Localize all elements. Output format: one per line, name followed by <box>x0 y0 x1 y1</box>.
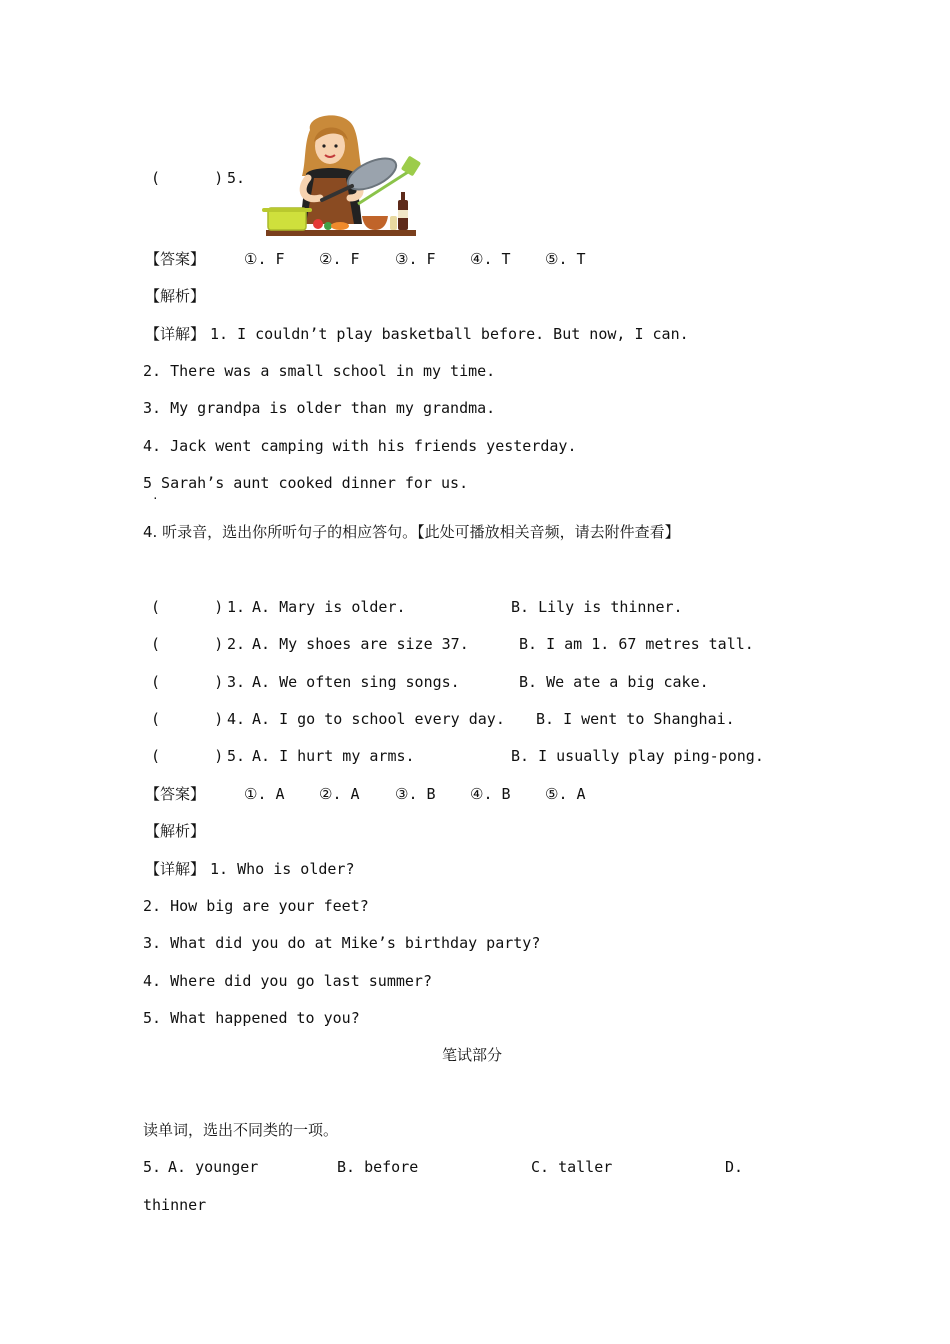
question-number: 1. <box>227 598 246 616</box>
answer-label: 【答案】 <box>145 250 206 268</box>
analysis-label: 【解析】 <box>145 822 206 840</box>
detail-line: 1. I couldn’t play basketball before. But now, I can. <box>210 325 689 343</box>
detail-line: 3. My grandpa is older than my grandma. <box>143 399 496 417</box>
answer-item: ④. B <box>470 785 511 803</box>
answer-paren: ( ) <box>151 673 224 691</box>
option-a: A. We often sing songs. <box>252 673 460 691</box>
detail-line: 2. How big are your feet? <box>143 897 369 915</box>
option-a: A. My shoes are size 37. <box>252 635 469 653</box>
option-d: D. <box>725 1158 744 1176</box>
answer-item: ①. A <box>244 785 285 803</box>
question-number: 4. <box>227 710 246 728</box>
answer-item: ②. F <box>319 250 360 268</box>
answer-paren: ( ) <box>151 169 224 187</box>
woman-cooking-illustration <box>258 112 430 242</box>
option-a: A. I go to school every day. <box>252 710 505 728</box>
detail-line: 5 Sarah’s aunt cooked dinner for us. <box>143 474 469 492</box>
question-number: 5. <box>143 1158 162 1176</box>
answer-item: ④. T <box>470 250 511 268</box>
answer-item: ①. F <box>244 250 285 268</box>
answer-item: ⑤. T <box>545 250 586 268</box>
section-title: 4. 听录音，选出你所听句子的相应答句。【此处可播放相关音频，请去附件查看】 <box>143 523 680 541</box>
counter <box>266 230 416 236</box>
question-number: 2. <box>227 635 246 653</box>
instruction: 读单词，选出不同类的一项。 <box>143 1121 339 1139</box>
detail-line: 3. What did you do at Mike’s birthday party? <box>143 934 541 952</box>
option-b: B. I usually play ping-pong. <box>511 747 764 765</box>
answer-paren: ( ) <box>151 710 224 728</box>
option-a: A. I hurt my arms. <box>252 747 415 765</box>
detail-line: 1. Who is older? <box>210 860 355 878</box>
option-b: B. I went to Shanghai. <box>536 710 735 728</box>
section-heading: 笔试部分 <box>442 1046 503 1064</box>
option-b: B. We ate a big cake. <box>519 673 709 691</box>
answer-item: ⑤. A <box>545 785 586 803</box>
answer-item: ③. F <box>395 250 436 268</box>
analysis-label: 【解析】 <box>145 287 206 305</box>
detail-label: 【详解】 <box>145 325 206 343</box>
option-a: A. younger <box>168 1158 259 1176</box>
answer-paren: ( ) <box>151 635 224 653</box>
question-number: 5. <box>227 747 246 765</box>
option-d-word: thinner <box>143 1196 207 1214</box>
bowl <box>362 216 388 230</box>
option-b: B. before <box>337 1158 419 1176</box>
answer-paren: ( ) <box>151 747 224 765</box>
detail-line: 4. Where did you go last summer? <box>143 972 432 990</box>
answer-paren: ( ) <box>151 598 224 616</box>
question-number: 5. <box>227 169 246 187</box>
option-b: B. Lily is thinner. <box>511 598 683 616</box>
option-a: A. Mary is older. <box>252 598 406 616</box>
question-number: 3. <box>227 673 246 691</box>
stray-dot: . <box>152 489 159 502</box>
detail-label: 【详解】 <box>145 860 206 878</box>
answer-label: 【答案】 <box>145 785 206 803</box>
detail-line: 5. What happened to you? <box>143 1009 360 1027</box>
detail-line: 4. Jack went camping with his friends yesterday. <box>143 437 577 455</box>
detail-line: 2. There was a small school in my time. <box>143 362 496 380</box>
answer-item: ③. B <box>395 785 436 803</box>
option-c: C. taller <box>531 1158 613 1176</box>
answer-item: ②. A <box>319 785 360 803</box>
option-b: B. I am 1. 67 metres tall. <box>519 635 754 653</box>
